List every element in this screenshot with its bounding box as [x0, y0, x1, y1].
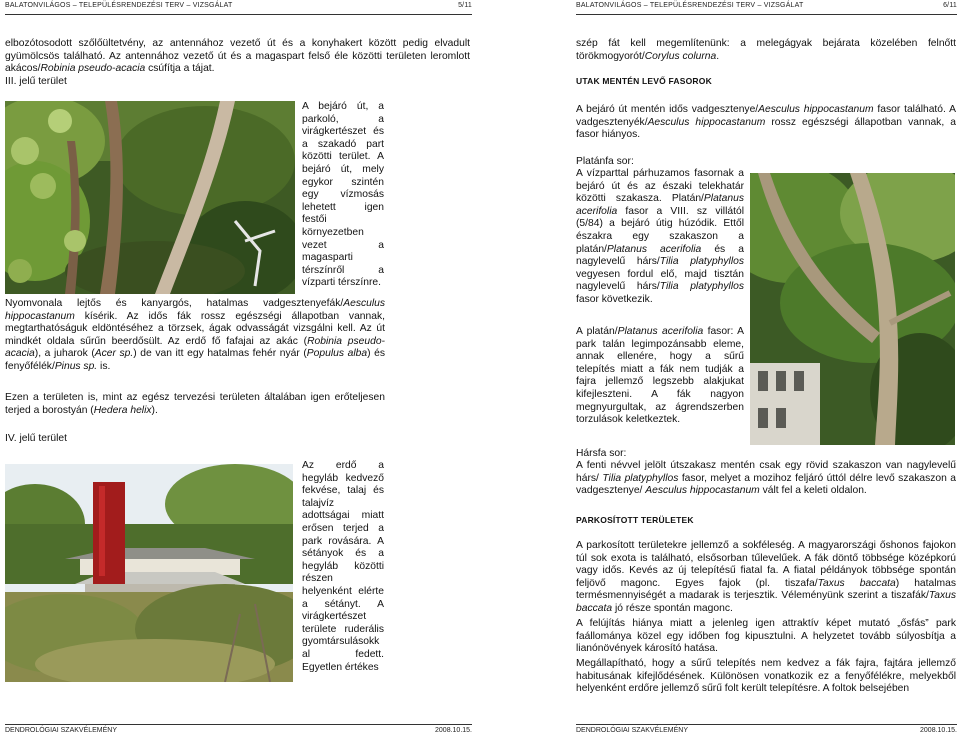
- area3-side-text: A bejáró út, a parkoló, a virágkertészet és a szakadó part közötti terület. A bejáró út, mely egykor szintén egy vízmosás lehetett igen festői környezetben vezet a magasparti térszínről a vízparti térszínre.: [302, 101, 384, 289]
- area4-side-text: Az erdő a hegyláb kedvező fekvése, talaj és talajvíz adottságai miatt erősen terjed a park rovására. A sétányok és a hegyláb közötti részen helyenként elérte a sétányt. A virágkertészet területe ruderális gyomtársulásokk al fedett. Egyetlen értékes: [302, 460, 384, 673]
- lime-paragraph: A fenti névvel jelölt útszakasz mentén csak egy rövid szakaszon van nagylevelű hárs/ Tilia platyphyllos fasor, melyet a mozihoz feljáró úttól délre levő szakaszon a vadgesztenye/ Aesculus hippocastanum vált fel a keleti oldalon.: [576, 460, 957, 497]
- park-paragraph-3: Megállapítható, hogy a sűrű telepítés nem kedvez a fák fajra, fajtára jellemző habitusának kifejlődésének. Különösen vonatkozik ez a fenyőfélékre, melyekből helyenként erdőre jellemző sűrű folt került telepítésre. A foltok belsejében: [576, 658, 956, 695]
- running-head: [5, 2, 472, 15]
- footer-title: DENDROLÓGIAI SZAKVÉLEMÉNY: [576, 727, 689, 734]
- footer-date: 2008.10.15.: [435, 727, 472, 734]
- photo-forest-road: [5, 101, 295, 294]
- park-paragraph-2: A felújítás hiánya miatt a jelenleg igen attraktív képet mutató „ősfás” park faállománya közel egy időben fog kipusztulni. A helyzetet tovább súlyosbítja a lianónövények károsító hatása.: [576, 618, 956, 655]
- park-paragraph-1: A parkosított területekre jellemző a sokféleség. A magyarországi őshonos fajokon túl sok exota is található, elsősorban tűlevelűek. A fák döntő többsége középkorú vagy idős. Kevés az új telepítésű fiatal fa. A fiatal példányok többsége spontán feljövő magonc. Egyes fajok (pl. tiszafa/Taxus baccata) hatalmas termésmennyiségét a madarak is terjesztik. Véleményünk szerint a tiszafák/Taxus baccata jó része spontán magonc.: [576, 540, 956, 614]
- page-6: [480, 0, 960, 740]
- page-number: 6/11: [943, 2, 957, 9]
- photo-plane-tree: [750, 173, 955, 445]
- photo-nursery-chimney: [5, 464, 293, 682]
- ivy-paragraph: Ezen a területen is, mint az egész tervezési területen általában igen erőteljesen terjed a borostyán (Hedera helix).: [5, 392, 385, 416]
- footer-date: 2008.10.15.: [920, 727, 957, 734]
- roadside-paragraph: A bejáró út mentén idős vadgesztenye/Aesculus hippocastanum fasor található. A vadgesztenyék/Aesculus hippocastanum rossz egészségi állapotban vannak, a fasor hiányos.: [576, 104, 956, 141]
- page-number: 5/11: [458, 2, 472, 9]
- running-foot: [5, 724, 472, 738]
- area4-title: IV. jelű terület: [5, 433, 68, 444]
- intro-paragraph: elbozótosodott szőlőültetvény, az antennához vezető út és a konyhakert között pedig elvadult gyümölcsös található. Az antennához vezető út és a magaspart felső éle közötti területen leromlott akácos/Robinia pseudo-acacia csúfítja a tájat.: [5, 38, 470, 75]
- plane-paragraph: A vízparttal párhuzamos fasornak a bejáró út és az északi telekhatár közötti szakasza. Platán/Platanus acerifolia fasor a VIII. sz villától (5/84) a bejáró útig húzódik. Ettől északra egy szakaszon a platán/Platanus acerifolia és a nagylevelű hárs/Tilia platyphyllos vegyesen fordul elő, majd tisztán nagylevelű hárs/Tilia platyphyllos fasor következik.: [576, 168, 744, 305]
- footer-title: DENDROLÓGIAI SZAKVÉLEMÉNY: [5, 727, 118, 734]
- area3-paragraph: Nyomvonala lejtős és kanyargós, hatalmas vadgesztenyefák/Aesculus hippocastanum kísérik. Az idős fák rossz egészségi állapotban vannak, megtarthatóságuk eldöntéséhez a törzsek, ágak odvasságát vizsgálni kell. Az út mindkét oldala sűrűn beerdősült. Az erdő fő fafajai az akác (Robinia pseudo-acacia), a juharok (Acer sp.) de van itt egy hatalmas fehér nyár (Populus alba) és fenyőfélék/Pinus sp. is.: [5, 298, 385, 372]
- running-foot: [576, 724, 957, 738]
- running-head-title: BALATONVILÁGOS – TELEPÜLÉSRENDEZÉSI TERV – VIZSGÁLAT: [576, 2, 804, 9]
- roadside-heading: UTAK MENTÉN LEVŐ FASOROK: [576, 76, 712, 86]
- lime-title: Hársfa sor:: [576, 448, 627, 459]
- plane-tree-illustration: [750, 173, 955, 445]
- running-head: [576, 2, 957, 15]
- plane-paragraph-2: A platán/Platanus acerifolia fasor: A park talán legimpozánsabb eleme, annak ellenére, hogy a sűrű telepítés miatt a fák nem tudják a fajra jellemző legszebb alakjukat kifejleszteni. A fák nagyon megnyurgultak, az ágrendszerben torzulások keletkeztek.: [576, 326, 744, 426]
- intro-paragraph: szép fát kell megemlítenünk: a melegágyak bejárata közelében felnőtt törökmogyorót/Corylus colurna.: [576, 38, 956, 62]
- forest-road-illustration: [5, 101, 295, 294]
- running-head-title: BALATONVILÁGOS – TELEPÜLÉSRENDEZÉSI TERV – VIZSGÁLAT: [5, 2, 233, 9]
- plane-title: Platánfa sor:: [576, 156, 634, 167]
- area3-title: III. jelű terület: [5, 76, 67, 87]
- nursery-illustration: [5, 464, 293, 682]
- park-heading: PARKOSÍTOTT TERÜLETEK: [576, 515, 694, 525]
